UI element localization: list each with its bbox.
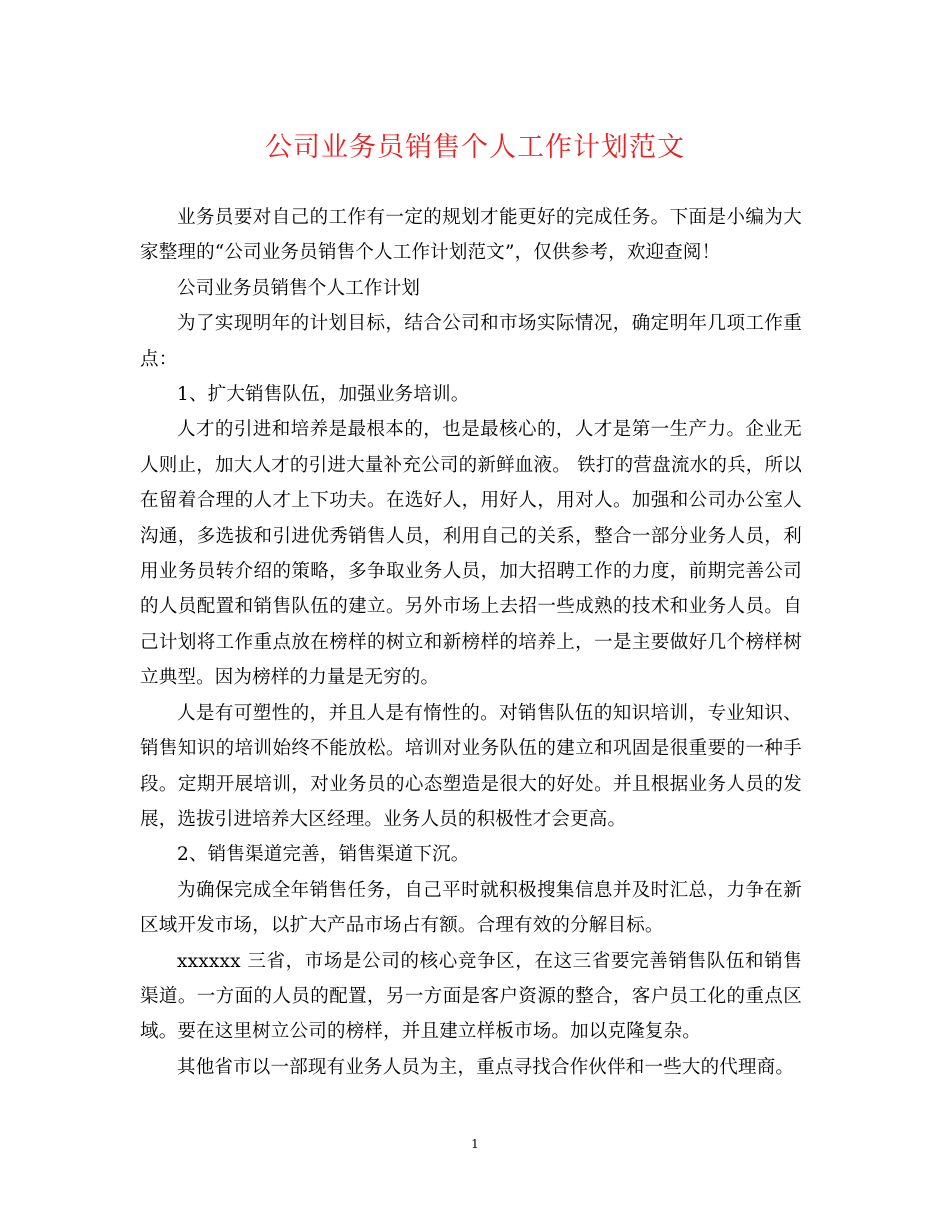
- body-paragraph: 人才的引进和培养是最根本的，也是最核心的，人才是第一生产力。企业无人则止，加大人才的引进大量补充公司的新鲜血液。 铁打的营盘流水的兵，所以在留着合理的人才上下功夫。在选好人，用好人，用对人。加强和公司办公室人沟通，多选拔和引进优秀销售人员，利用自己的关系，整合一部分业务人员，利用业务员转介绍的策略，多争取业务人员，加大招聘工作的力度，前期完善公司的人员配置和销售队伍的建立。另外市场上去招一些成熟的技术和业务人员。自己计划将工作重点放在榜样的树立和新榜样的培养上，一是主要做好几个榜样树立典型。因为榜样的力量是无穷的。: [140, 419, 802, 689]
- body-paragraph: 其他省市以一部现有业务人员为主，重点寻找合作伙伴和一些大的代理商。: [177, 1056, 795, 1078]
- section-heading: 公司业务员销售个人工作计划: [177, 277, 421, 299]
- body-paragraph: 人是有可塑性的，并且人是有惰性的。对销售队伍的知识培训，专业知识、销售知识的培训始终不能放松。培训对业务队伍的建立和巩固是很重要的一种手段。定期开展培训，对业务员的心态塑造是很大的好处。并且根据业务人员的发展，选拔引进培养大区经理。业务人员的积极性才会更高。: [140, 702, 802, 830]
- item-heading-1: 1、扩大销售队伍，加强业务培训。: [177, 384, 470, 406]
- body-paragraph: 为确保完成全年销售任务，自己平时就积极搜集信息并及时汇总，力争在新区域开发市场，以扩大产品市场占有额。合理有效的分解目标。: [140, 879, 802, 937]
- item-heading-2: 2、销售渠道完善，销售渠道下沉。: [177, 844, 470, 866]
- page-number: 1: [471, 1137, 479, 1151]
- body-paragraph: 为了实现明年的计划目标，结合公司和市场实际情况，确定明年几项工作重点：: [140, 313, 802, 370]
- document-body: [140, 200, 802, 1085]
- body-paragraph: xxxxxx 三省，市场是公司的核心竞争区，在这三省要完善销售队伍和销售渠道。一方面的人员的配置，另一方面是客户资源的整合，客户员工化的重点区域。要在这里树立公司的榜样，并且建立样板市场。加以克隆复杂。: [140, 950, 802, 1043]
- document-title: 公司业务员销售个人工作计划范文: [265, 132, 685, 163]
- intro-paragraph: 业务员要对自己的工作有一定的规划才能更好的完成任务。下面是小编为大家整理的“公司业务员销售个人工作计划范文”，仅供参考，欢迎查阅！: [140, 207, 802, 264]
